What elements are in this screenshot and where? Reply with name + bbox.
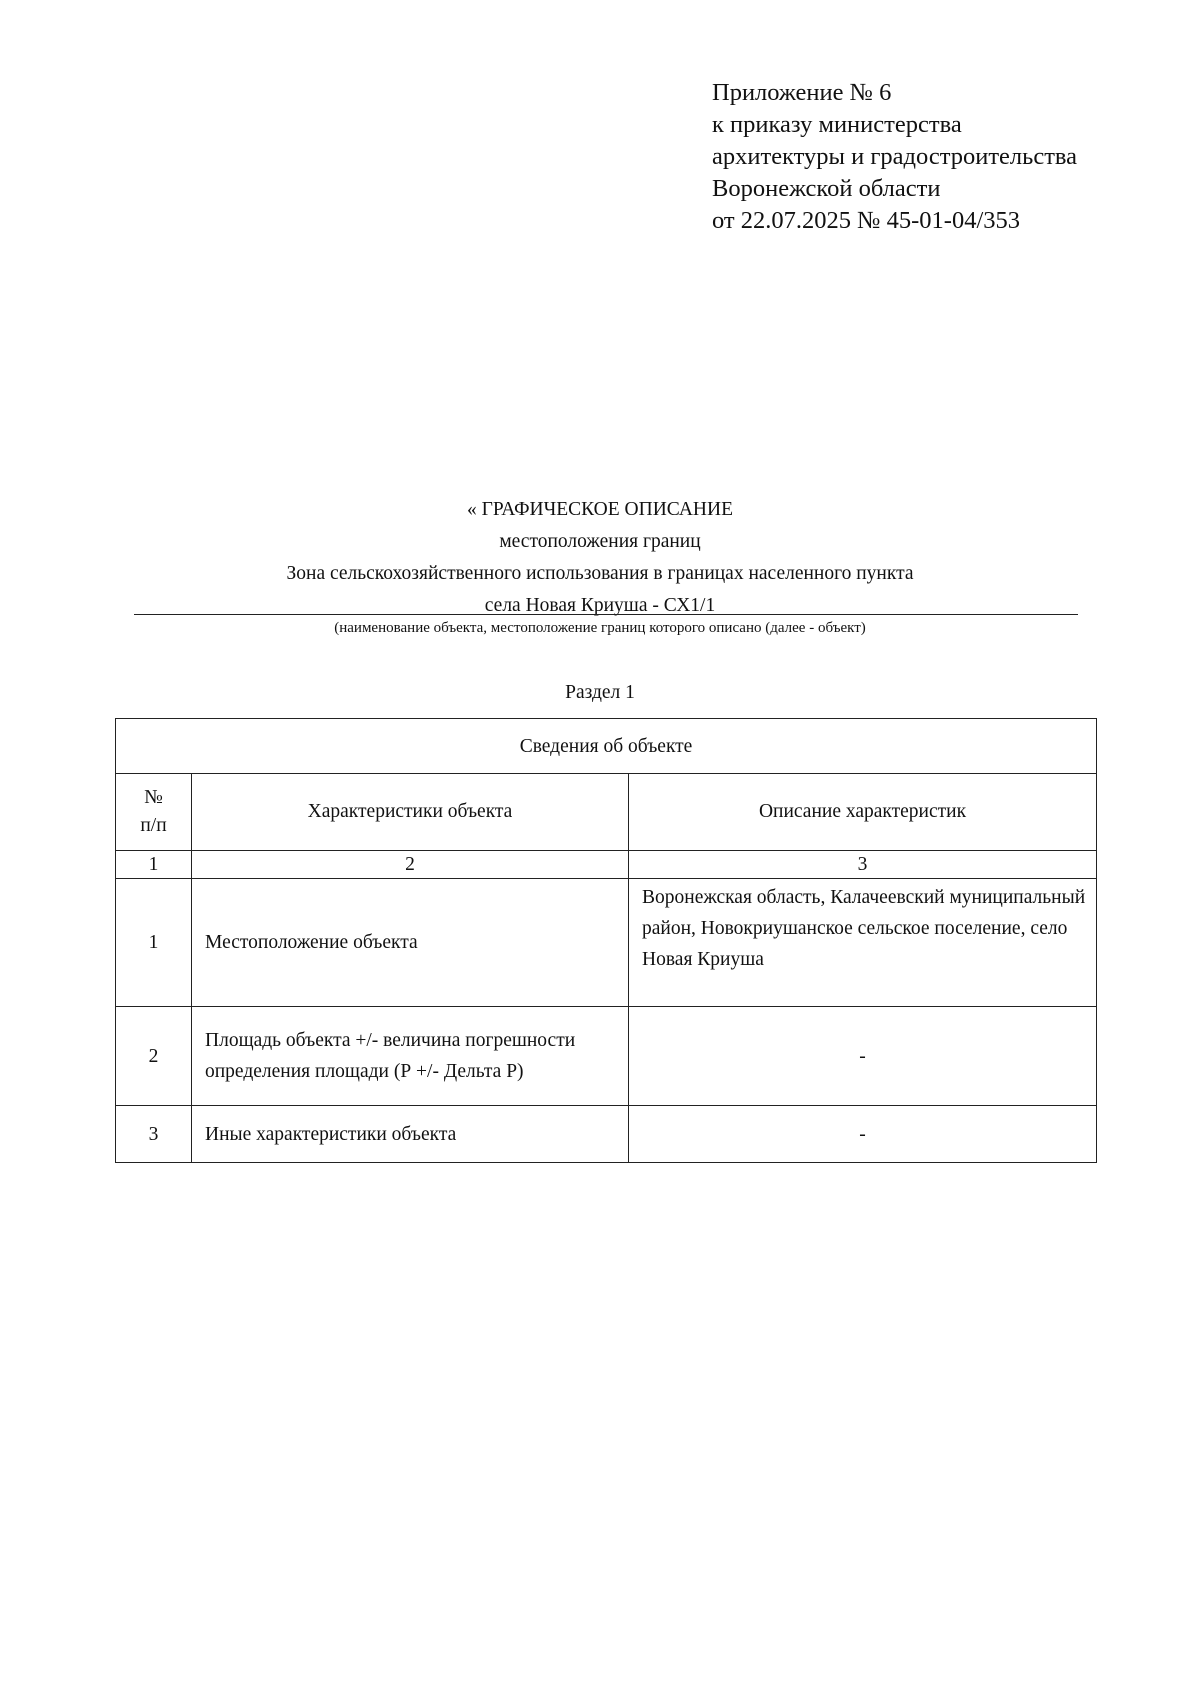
row-characteristic: Площадь объекта +/- величина погрешности определения площади (Р +/- Дельта Р): [192, 1007, 629, 1106]
row-description: Воронежская область, Калачеевский муниципальный район, Новокриушанское сельское поселение, село Новая Криуша: [629, 879, 1097, 1007]
column-index: 1: [116, 851, 192, 879]
object-info-table: [115, 718, 1097, 1163]
section-label: Раздел 1: [565, 682, 635, 703]
appendix-line: к приказу министерства: [712, 111, 962, 138]
column-index: 3: [629, 851, 1097, 879]
table-row: [116, 879, 1097, 1007]
appendix-line: Воронежской области: [712, 175, 941, 202]
table-row: [116, 1007, 1097, 1106]
appendix-line: Приложение № 6: [712, 79, 892, 106]
object-name-line: Зона сельскохозяйственного использования в границах населенного пункта: [286, 563, 914, 584]
appendix-line: от 22.07.2025 № 45-01-04/353: [712, 207, 1021, 234]
header-characteristic: Характеристики объекта: [192, 774, 629, 851]
document-title: « ГРАФИЧЕСКОЕ ОПИСАНИЕ: [466, 499, 733, 520]
header-number: [116, 774, 192, 851]
column-index-row: [116, 851, 1097, 879]
table-row: [116, 1106, 1097, 1163]
header-number-line: п/п: [140, 815, 167, 836]
table-title: Сведения об объекте: [116, 719, 1097, 774]
header-number-line: №: [144, 787, 163, 808]
row-characteristic: Иные характеристики объекта: [192, 1106, 629, 1163]
header-description: Описание характеристик: [629, 774, 1097, 851]
table-title-row: [116, 719, 1097, 774]
row-number: 1: [116, 879, 192, 1007]
column-index: 2: [192, 851, 629, 879]
row-description: -: [629, 1106, 1097, 1163]
document-subtitle: местоположения границ: [499, 531, 701, 552]
table-header-row: [116, 774, 1097, 851]
row-description: -: [629, 1007, 1097, 1106]
row-characteristic: Местоположение объекта: [192, 879, 629, 1007]
appendix-line: архитектуры и градостроительства: [712, 143, 1078, 170]
object-name-line: села Новая Криуша - СХ1/1: [484, 595, 716, 616]
object-name-underline: [134, 614, 1078, 615]
row-number: 2: [116, 1007, 192, 1106]
object-name-caption: (наименование объекта, местоположение границ которого описано (далее - объект): [334, 620, 866, 636]
row-number: 3: [116, 1106, 192, 1163]
document-heading: [0, 494, 1200, 622]
appendix-block: [712, 77, 1077, 237]
